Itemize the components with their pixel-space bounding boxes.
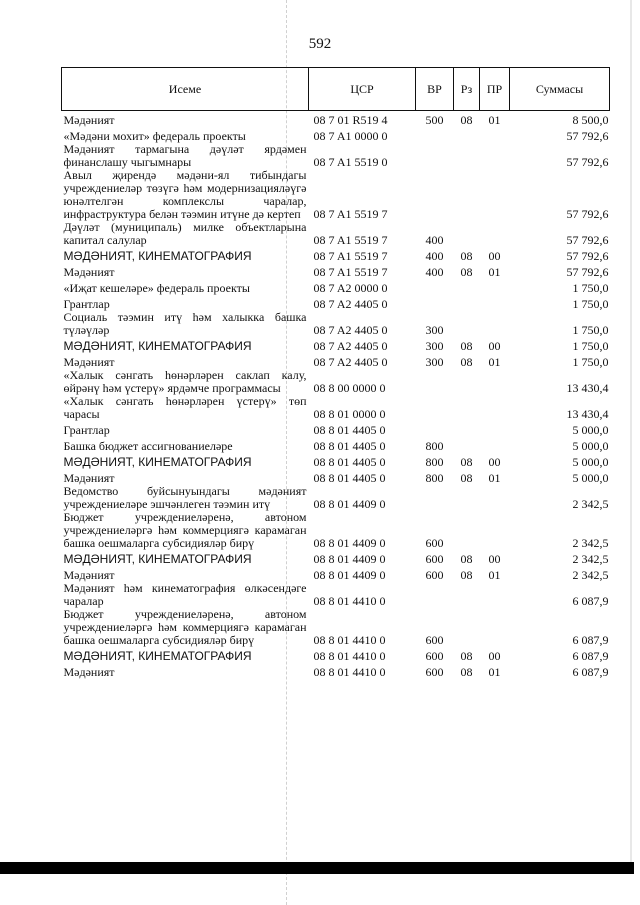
cell-rz: 08	[460, 470, 473, 485]
cell-rz: 08	[460, 664, 473, 679]
cell-pr	[480, 127, 510, 143]
cell-sum: 57 792,6	[566, 248, 609, 263]
cell-rz: 08	[460, 454, 473, 469]
cell-csr: 08 8 01 4405 0	[313, 470, 386, 485]
cell-vr	[416, 582, 454, 608]
cell-name: «Халык сәнгать һөнәрләрен үстерү» төп чарасы	[63, 393, 307, 421]
cell-csr: 08 8 01 4405 0	[313, 438, 386, 453]
cell-sum: 5 000,0	[572, 454, 609, 469]
cell-sum: 2 342,5	[572, 535, 609, 550]
column-header-pr: ПР	[480, 68, 510, 111]
cell-name: «Иҗат кешеләре» федераль проекты	[63, 280, 250, 295]
cell-name: МӘДӘНИЯТ, КИНЕМАТОГРАФИЯ	[63, 454, 252, 469]
cell-name: Социаль тәэмин итү һәм халыкка башка түләүләр	[63, 309, 307, 337]
cell-sum: 5 000,0	[572, 438, 609, 453]
cell-csr: 08 8 01 4405 0	[313, 454, 386, 469]
cell-name: Дәүләт (муниципаль) милке объектларына капитал салулар	[63, 219, 307, 247]
cell-sum: 57 792,6	[566, 264, 609, 279]
cell-name: Мәдәният тармагына дәүләт ярдәмен финанслашу чыгымнары	[63, 141, 307, 169]
cell-pr	[480, 421, 510, 437]
cell-rz	[454, 437, 480, 453]
cell-pr	[480, 295, 510, 311]
cell-vr: 600	[425, 648, 444, 663]
cell-name: Мәдәният	[63, 470, 115, 485]
cell-rz	[454, 511, 480, 550]
cell-csr: 08 8 01 4409 0	[313, 567, 386, 582]
cell-rz: 08	[460, 338, 473, 353]
cell-csr: 08 8 01 4409 0	[313, 551, 386, 566]
table-row	[62, 453, 610, 469]
cell-rz: 08	[460, 248, 473, 263]
cell-name: Бюджет учреждениеләренә, автоном учреждениеләргә һәм коммерциягә карамаган башка оешмаларга субсидияләр бирү	[63, 509, 307, 550]
cell-sum: 2 342,5	[572, 551, 609, 566]
table-row	[62, 111, 610, 127]
cell-csr: 08 8 01 0000 0	[313, 406, 386, 421]
table-row	[62, 469, 610, 485]
cell-rz	[454, 221, 480, 247]
cell-vr: 300	[425, 354, 444, 369]
cell-rz	[454, 279, 480, 295]
cell-pr: 00	[488, 248, 501, 263]
column-header-rz: Рз	[454, 68, 480, 111]
cell-rz: 08	[460, 264, 473, 279]
table-body	[62, 111, 610, 679]
cell-sum: 2 342,5	[572, 496, 609, 511]
cell-pr	[480, 221, 510, 247]
cell-sum: 57 792,6	[566, 128, 609, 143]
cell-vr	[416, 421, 454, 437]
table-row	[62, 395, 610, 421]
cell-vr	[416, 279, 454, 295]
table-row	[62, 279, 610, 295]
cell-name: Мәдәният	[63, 264, 115, 279]
cell-name: Мәдәният	[63, 567, 115, 582]
cell-vr	[416, 143, 454, 169]
column-header-vr: ВР	[416, 68, 454, 111]
cell-rz	[454, 127, 480, 143]
table-row	[62, 663, 610, 679]
table-row	[62, 421, 610, 437]
cell-vr: 300	[425, 322, 444, 337]
cell-sum: 2 342,5	[572, 567, 609, 582]
table-row	[62, 437, 610, 453]
cell-pr	[480, 279, 510, 295]
cell-vr	[416, 169, 454, 221]
table-row	[62, 143, 610, 169]
cell-sum: 13 430,4	[566, 380, 609, 395]
cell-name: Мәдәният	[63, 664, 115, 679]
table-row	[62, 369, 610, 395]
cell-rz: 08	[460, 112, 473, 127]
column-header-csr: ЦСР	[309, 68, 416, 111]
table-row	[62, 127, 610, 143]
cell-pr	[480, 437, 510, 453]
cell-pr: 00	[488, 338, 501, 353]
table-row	[62, 221, 610, 247]
cell-name: МӘДӘНИЯТ, КИНЕМАТОГРАФИЯ	[63, 648, 252, 663]
cell-name: Башка бюджет ассигнованиеләре	[63, 438, 233, 453]
cell-pr: 00	[488, 648, 501, 663]
cell-pr	[480, 143, 510, 169]
cell-rz	[454, 295, 480, 311]
cell-vr: 400	[425, 264, 444, 279]
table-row	[62, 647, 610, 663]
cell-rz	[454, 143, 480, 169]
cell-vr: 800	[425, 470, 444, 485]
cell-pr: 01	[488, 664, 501, 679]
cell-csr: 08 7 A2 4405 0	[313, 354, 388, 369]
cell-csr: 08 7 A1 5519 7	[313, 206, 388, 221]
column-header-name: Исеме	[62, 68, 309, 111]
cell-csr: 08 7 A1 0000 0	[313, 128, 388, 143]
cell-sum: 6 087,9	[572, 664, 609, 679]
cell-vr: 400	[425, 232, 444, 247]
page-number: 592	[308, 36, 332, 52]
cell-csr: 08 7 01 R519 4	[313, 112, 388, 127]
cell-name: МӘДӘНИЯТ, КИНЕМАТОГРАФИЯ	[63, 551, 252, 566]
cell-name: «Халык сәнгать һөнәрләрен саклап калу, өйрәнү һәм үстерү» ярдәмче программасы	[63, 367, 307, 395]
cell-vr: 500	[425, 112, 444, 127]
cell-csr: 08 7 A2 4405 0	[313, 338, 388, 353]
cell-name: Ведомство буйсынуындагы мәдәният учреждениеләре эшчәнлеген тәэмин итү	[63, 483, 307, 511]
cell-csr: 08 8 01 4410 0	[313, 648, 386, 663]
cell-rz	[454, 582, 480, 608]
cell-pr: 00	[488, 454, 501, 469]
cell-rz	[454, 395, 480, 421]
cell-rz	[454, 608, 480, 647]
cell-sum: 1 750,0	[572, 354, 609, 369]
cell-csr: 08 7 A1 5519 7	[313, 232, 388, 247]
cell-pr	[480, 511, 510, 550]
cell-sum: 57 792,6	[566, 154, 609, 169]
cell-pr: 01	[488, 112, 501, 127]
cell-pr	[480, 311, 510, 337]
cell-vr	[416, 295, 454, 311]
cell-csr: 08 8 01 4409 0	[313, 496, 386, 511]
cell-vr	[416, 395, 454, 421]
cell-rz	[454, 485, 480, 511]
cell-vr: 600	[425, 535, 444, 550]
table-row	[62, 566, 610, 582]
cell-pr	[480, 369, 510, 395]
cell-csr: 08 7 A2 0000 0	[313, 280, 388, 295]
cell-sum: 1 750,0	[572, 280, 609, 295]
scan-edge-right	[630, 0, 632, 874]
cell-vr: 600	[425, 567, 444, 582]
table-row	[62, 295, 610, 311]
cell-vr: 800	[425, 454, 444, 469]
cell-pr: 00	[488, 551, 501, 566]
cell-sum: 6 087,9	[572, 632, 609, 647]
cell-pr: 01	[488, 264, 501, 279]
cell-csr: 08 7 A2 4405 0	[313, 322, 388, 337]
table-header-row	[62, 68, 610, 111]
cell-vr	[416, 485, 454, 511]
cell-pr: 01	[488, 354, 501, 369]
cell-rz	[454, 369, 480, 395]
cell-name: Мәдәният	[63, 112, 115, 127]
cell-rz	[454, 311, 480, 337]
cell-pr	[480, 485, 510, 511]
cell-sum: 1 750,0	[572, 322, 609, 337]
cell-vr: 400	[425, 248, 444, 263]
cell-name: Бюджет учреждениеләренә, автоном учреждениеләргә һәм коммерциягә карамаган башка оешмаларга субсидияләр бирү	[63, 606, 307, 647]
table-row	[62, 353, 610, 369]
cell-pr	[480, 169, 510, 221]
cell-csr: 08 7 A1 5519 7	[313, 264, 388, 279]
cell-csr: 08 8 01 4410 0	[313, 664, 386, 679]
cell-csr: 08 8 01 4410 0	[313, 593, 386, 608]
table-row	[62, 608, 610, 647]
cell-name: Грантлар	[63, 296, 110, 311]
table-row	[62, 169, 610, 221]
cell-sum: 1 750,0	[572, 296, 609, 311]
cell-rz: 08	[460, 648, 473, 663]
cell-rz: 08	[460, 567, 473, 582]
cell-sum: 5 000,0	[572, 422, 609, 437]
table-row	[62, 311, 610, 337]
cell-rz	[454, 169, 480, 221]
budget-table	[61, 67, 610, 679]
cell-csr: 08 7 A1 5519 7	[313, 248, 388, 263]
cell-rz: 08	[460, 551, 473, 566]
cell-pr: 01	[488, 470, 501, 485]
cell-sum: 13 430,4	[566, 406, 609, 421]
cell-name: МӘДӘНИЯТ, КИНЕМАТОГРАФИЯ	[63, 338, 252, 353]
cell-sum: 8 500,0	[572, 112, 609, 127]
cell-vr	[416, 127, 454, 143]
cell-csr: 08 8 00 0000 0	[313, 380, 386, 395]
cell-sum: 6 087,9	[572, 648, 609, 663]
cell-csr: 08 8 01 4405 0	[313, 422, 386, 437]
column-header-sum: Суммасы	[510, 68, 610, 111]
table-row	[62, 550, 610, 566]
cell-vr: 600	[425, 551, 444, 566]
cell-name: Грантлар	[63, 422, 110, 437]
cell-vr: 600	[425, 664, 444, 679]
cell-sum: 57 792,6	[566, 206, 609, 221]
cell-csr: 08 8 01 4409 0	[313, 535, 386, 550]
cell-name: Авыл җирендә мәдәни-ял тибындагы учреждениеләр төзүгә һәм модернизацияләүгә юнәлтелгән комплекслы чаралар, инфраструктура белән тәэмин итүне дә кертеп	[63, 167, 307, 221]
table-row	[62, 485, 610, 511]
cell-name: Мәдәният һәм кинематография өлкәсендәге чаралар	[63, 580, 307, 608]
cell-rz	[454, 421, 480, 437]
cell-pr	[480, 582, 510, 608]
cell-vr: 600	[425, 632, 444, 647]
cell-pr: 01	[488, 567, 501, 582]
cell-name: «Мәдәни мохит» федераль проекты	[63, 128, 246, 143]
cell-sum: 57 792,6	[566, 232, 609, 247]
cell-vr: 300	[425, 338, 444, 353]
table-row	[62, 511, 610, 550]
table-row	[62, 247, 610, 263]
cell-vr	[416, 369, 454, 395]
cell-pr	[480, 608, 510, 647]
cell-vr: 800	[425, 438, 444, 453]
cell-name: МӘДӘНИЯТ, КИНЕМАТОГРАФИЯ	[63, 248, 252, 263]
table-row	[62, 582, 610, 608]
cell-name: Мәдәният	[63, 354, 115, 369]
cell-sum: 6 087,9	[572, 593, 609, 608]
cell-rz: 08	[460, 354, 473, 369]
scan-edge	[0, 862, 634, 874]
cell-sum: 1 750,0	[572, 338, 609, 353]
table-row	[62, 263, 610, 279]
cell-csr: 08 8 01 4410 0	[313, 632, 386, 647]
table-row	[62, 337, 610, 353]
cell-pr	[480, 395, 510, 421]
cell-csr: 08 7 A1 5519 0	[313, 154, 388, 169]
cell-csr: 08 7 A2 4405 0	[313, 296, 388, 311]
cell-sum: 5 000,0	[572, 470, 609, 485]
